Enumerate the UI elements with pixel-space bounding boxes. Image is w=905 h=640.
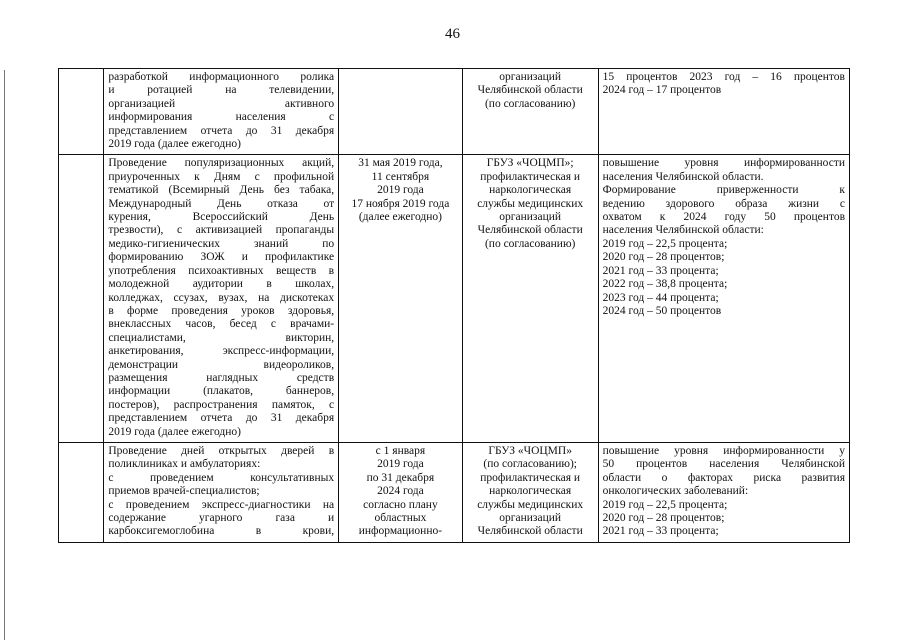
date-cell: [339, 155, 463, 443]
activity-cell-line: постеров), распространения памяток, с: [108, 398, 335, 411]
activity-cell-line: специалистами, викторин,: [108, 331, 335, 344]
activity-cell-line: 2019 года (далее ежегодно): [108, 138, 242, 151]
result-cell-line: населения Челябинской области.: [602, 170, 764, 183]
result-cell-line: 2020 год – 28 процентов;: [602, 251, 725, 264]
activity-cell-line: организацией активного: [108, 97, 335, 110]
activity-cell-line: карбоксигемоглобина в крови,: [108, 525, 335, 538]
activity-cell-line: курения, Всероссийский День: [108, 211, 335, 224]
activity-cell-line: приемов врачей-специалистов;: [108, 485, 260, 498]
date-cell: [339, 442, 463, 542]
result-cell-line: области о факторах риска развития: [602, 471, 845, 484]
executor-cell-line: службы медицинских: [477, 498, 584, 511]
row-number-cell: [59, 442, 104, 542]
executor-cell: [462, 155, 598, 443]
date-cell-line: по 31 декабря: [366, 471, 435, 484]
result-cell: [598, 442, 849, 542]
executor-cell-line: Челябинской области: [477, 84, 583, 97]
date-cell-line: согласно плану: [363, 498, 438, 511]
result-cell: [598, 69, 849, 155]
executor-cell-line: профилактическая и: [480, 471, 581, 484]
activity-cell-line: внеклассных часов, бесед с врачами-: [108, 318, 335, 331]
activity-cell-line: информирования населения с: [108, 111, 335, 124]
activity-cell-line: молодежной аудитории в школах,: [108, 278, 335, 291]
date-cell-line: (далее ежегодно): [358, 211, 442, 224]
result-cell: [598, 155, 849, 443]
result-cell-line: 2020 год – 28 процентов;: [602, 512, 725, 524]
activity-cell-line: представлением отчета до 31 декабря: [108, 412, 335, 425]
executor-cell: [462, 69, 598, 155]
result-cell-line: 2024 год – 17 процентов: [602, 84, 722, 97]
result-cell-line: 2021 год – 33 процента;: [602, 525, 719, 538]
date-cell-line: 11 сентября: [371, 170, 430, 183]
date-cell-line: 17 ноября 2019 года: [351, 197, 450, 210]
result-cell-line: 2022 год – 38,8 процента;: [602, 278, 728, 291]
result-cell-line: 2019 год – 22,5 процента;: [602, 237, 728, 250]
table-row: [59, 442, 850, 542]
activity-cell-line: с проведением экспресс-диагностики на: [108, 498, 335, 511]
result-cell-line: населения Челябинской области:: [602, 224, 764, 237]
executor-cell: [462, 442, 598, 542]
date-cell-line: 2019 года: [377, 458, 424, 471]
activity-cell-line: представлением отчета до 31 декабря: [108, 124, 335, 137]
executor-cell-line: службы медицинских: [477, 197, 584, 210]
activity-cell-line: Проведение популяризационных акций,: [108, 157, 335, 170]
activity-cell-line: разработкой информационного ролика: [108, 71, 335, 83]
activity-cell-line: в форме проведения уроков здоровья,: [108, 304, 335, 317]
date-cell-line: с 1 января: [375, 444, 426, 457]
executor-cell-line: наркологическая: [489, 485, 572, 498]
result-cell-line: 2023 год – 44 процента;: [602, 291, 719, 304]
activity-cell-line: размещения наглядных средств: [108, 371, 335, 384]
date-cell-line: 31 мая 2019 года,: [358, 157, 443, 170]
activity-cell-line: употребления психоактивных веществ в: [108, 264, 335, 277]
result-cell-line: 2019 год – 22,5 процента;: [602, 498, 728, 511]
result-cell-line: онкологических заболеваний:: [602, 485, 749, 498]
result-cell-line: 50 процентов населения Челябинской: [602, 458, 845, 471]
activity-cell: [104, 442, 339, 542]
date-cell: [339, 69, 463, 155]
activity-cell-line: формированию ЗОЖ и профилактике: [108, 251, 335, 264]
activity-cell-line: Проведение дней открытых дверей в: [108, 444, 335, 457]
table-row: [59, 69, 850, 155]
executor-cell-line: (по согласованию);: [483, 458, 577, 471]
table-row: [59, 155, 850, 443]
date-cell-line: 2024 года: [377, 485, 424, 498]
result-cell-line: 15 процентов 2023 год – 16 процентов: [602, 71, 845, 83]
margin-rule: [4, 70, 5, 640]
date-cell-line: 2019 года: [377, 184, 424, 197]
executor-cell-line: профилактическая и: [480, 170, 581, 183]
measures-table: [58, 68, 850, 543]
activity-cell-line: Международный День отказа от: [108, 197, 335, 210]
executor-cell-line: наркологическая: [489, 184, 572, 197]
activity-cell-line: анкетирования, экспресс-информации,: [108, 345, 335, 358]
activity-cell: [104, 69, 339, 155]
result-cell-line: охватом к 2024 году 50 процентов: [602, 211, 845, 224]
activity-cell-line: тематикой (Всемирный День без табака,: [108, 184, 335, 197]
executor-cell-line: организаций: [499, 512, 562, 524]
executor-cell-line: Челябинской области: [477, 224, 583, 237]
executor-cell-line: (по согласованию): [484, 237, 576, 250]
executor-cell-line: Челябинской области: [477, 525, 583, 538]
result-cell-line: повышение уровня информированности: [602, 157, 845, 170]
executor-cell-line: ГБУЗ «ЧОЦМП»;: [486, 157, 574, 170]
result-cell-line: 2024 год – 50 процентов: [602, 304, 722, 317]
executor-cell-line: (по согласованию): [484, 97, 576, 110]
activity-cell-line: колледжах, ссузах, вузах, на дискотеках: [108, 291, 335, 304]
result-cell-line: Формирование приверженности к: [602, 184, 845, 197]
activity-cell-line: демонстрации видеороликов,: [108, 358, 335, 371]
executor-cell-line: ГБУЗ «ЧОЦМП»: [488, 444, 572, 457]
activity-cell-line: 2019 года (далее ежегодно): [108, 425, 242, 438]
executor-cell-line: организаций: [499, 211, 562, 224]
activity-cell-line: информации (плакатов, баннеров,: [108, 385, 335, 398]
date-cell-line: информационно-: [358, 525, 443, 538]
result-cell-line: повышение уровня информированности у: [602, 444, 845, 457]
activity-cell-line: медико-гигиенических знаний по: [108, 237, 335, 250]
date-cell-line: областных: [374, 512, 427, 524]
activity-cell-line: с проведением консультативных: [108, 471, 335, 484]
result-cell-line: ведению здорового образа жизни с: [602, 197, 845, 210]
result-cell-line: 2021 год – 33 процента;: [602, 264, 719, 277]
activity-cell-line: поликлиниках и амбулаториях:: [108, 458, 261, 471]
row-number-cell: [59, 155, 104, 443]
activity-cell-line: и ротацией на телевидении,: [108, 84, 335, 97]
page-number: 46: [445, 26, 460, 42]
activity-cell-line: приуроченных к Дням с профильной: [108, 170, 335, 183]
row-number-cell: [59, 69, 104, 155]
activity-cell-line: содержание угарного газа и: [108, 512, 335, 524]
executor-cell-line: организаций: [499, 71, 562, 83]
activity-cell: [104, 155, 339, 443]
activity-cell-line: трезвости), с активизацией пропаганды: [108, 224, 335, 237]
